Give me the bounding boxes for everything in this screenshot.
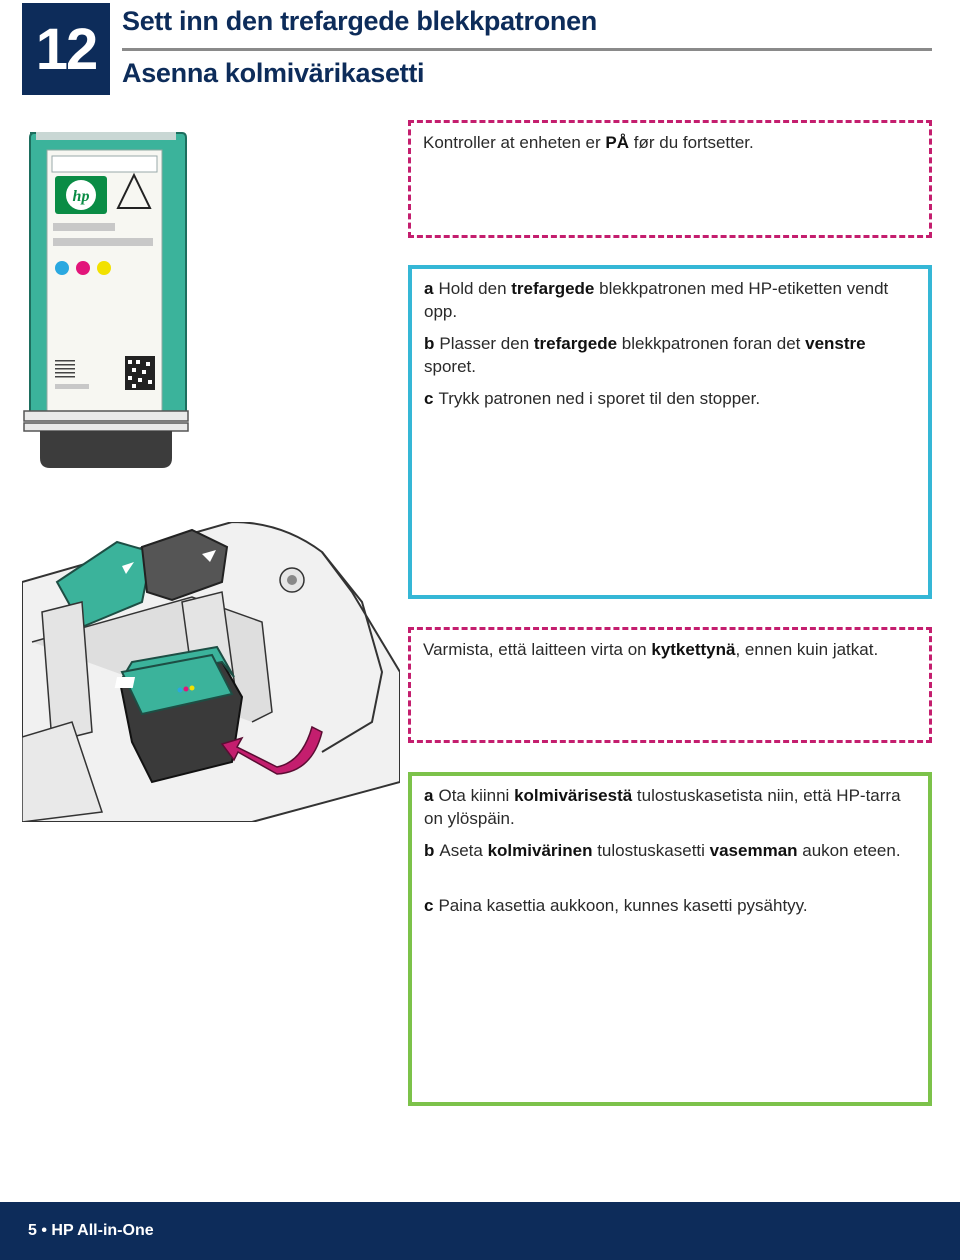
step-number: 12 bbox=[35, 16, 97, 82]
step-number-badge bbox=[22, 3, 110, 95]
finnish-power-notice-text: Varmista, että laitteen virta on kytkettynä, ennen kuin jatkat. bbox=[423, 640, 879, 659]
norwegian-step-b: b Plasser den trefargede blekkpatronen foran det venstre sporet. bbox=[424, 334, 866, 376]
ink-cartridge-illustration bbox=[22, 128, 190, 473]
page-title-finnish: Asenna kolmivärikasetti bbox=[122, 58, 425, 88]
finnish-power-notice bbox=[408, 627, 932, 743]
printer-carriage-illustration bbox=[22, 522, 400, 822]
hp-logo-icon bbox=[55, 176, 107, 214]
page-title-norwegian: Sett inn den trefargede blekkpatronen bbox=[122, 6, 597, 36]
norwegian-steps-panel bbox=[408, 265, 932, 599]
finnish-steps-panel bbox=[408, 772, 932, 1106]
finnish-step-a: a Ota kiinni kolmivärisestä tulostuskasetista niin, että HP-tarra on ylöspäin. bbox=[424, 786, 901, 828]
finnish-step-c: c Paina kasettia aukkoon, kunnes kasetti pysähtyy. bbox=[424, 896, 808, 915]
norwegian-step-a: a Hold den trefargede blekkpatronen med HP-etiketten vendt opp. bbox=[424, 279, 889, 321]
norwegian-step-c: c Trykk patronen ned i sporet til den stopper. bbox=[424, 389, 761, 408]
finnish-step-b: b Aseta kolmivärinen tulostuskasetti vasemman aukon eteen. bbox=[424, 841, 901, 860]
svg-text:hp: hp bbox=[72, 188, 90, 205]
footer-page-label: 5 • HP All-in-One bbox=[28, 1222, 154, 1239]
title-divider bbox=[122, 48, 932, 51]
page-footer bbox=[0, 1202, 960, 1260]
norwegian-power-notice bbox=[408, 120, 932, 238]
norwegian-power-notice-text: Kontroller at enheten er PÅ før du fortsetter. bbox=[423, 133, 754, 152]
